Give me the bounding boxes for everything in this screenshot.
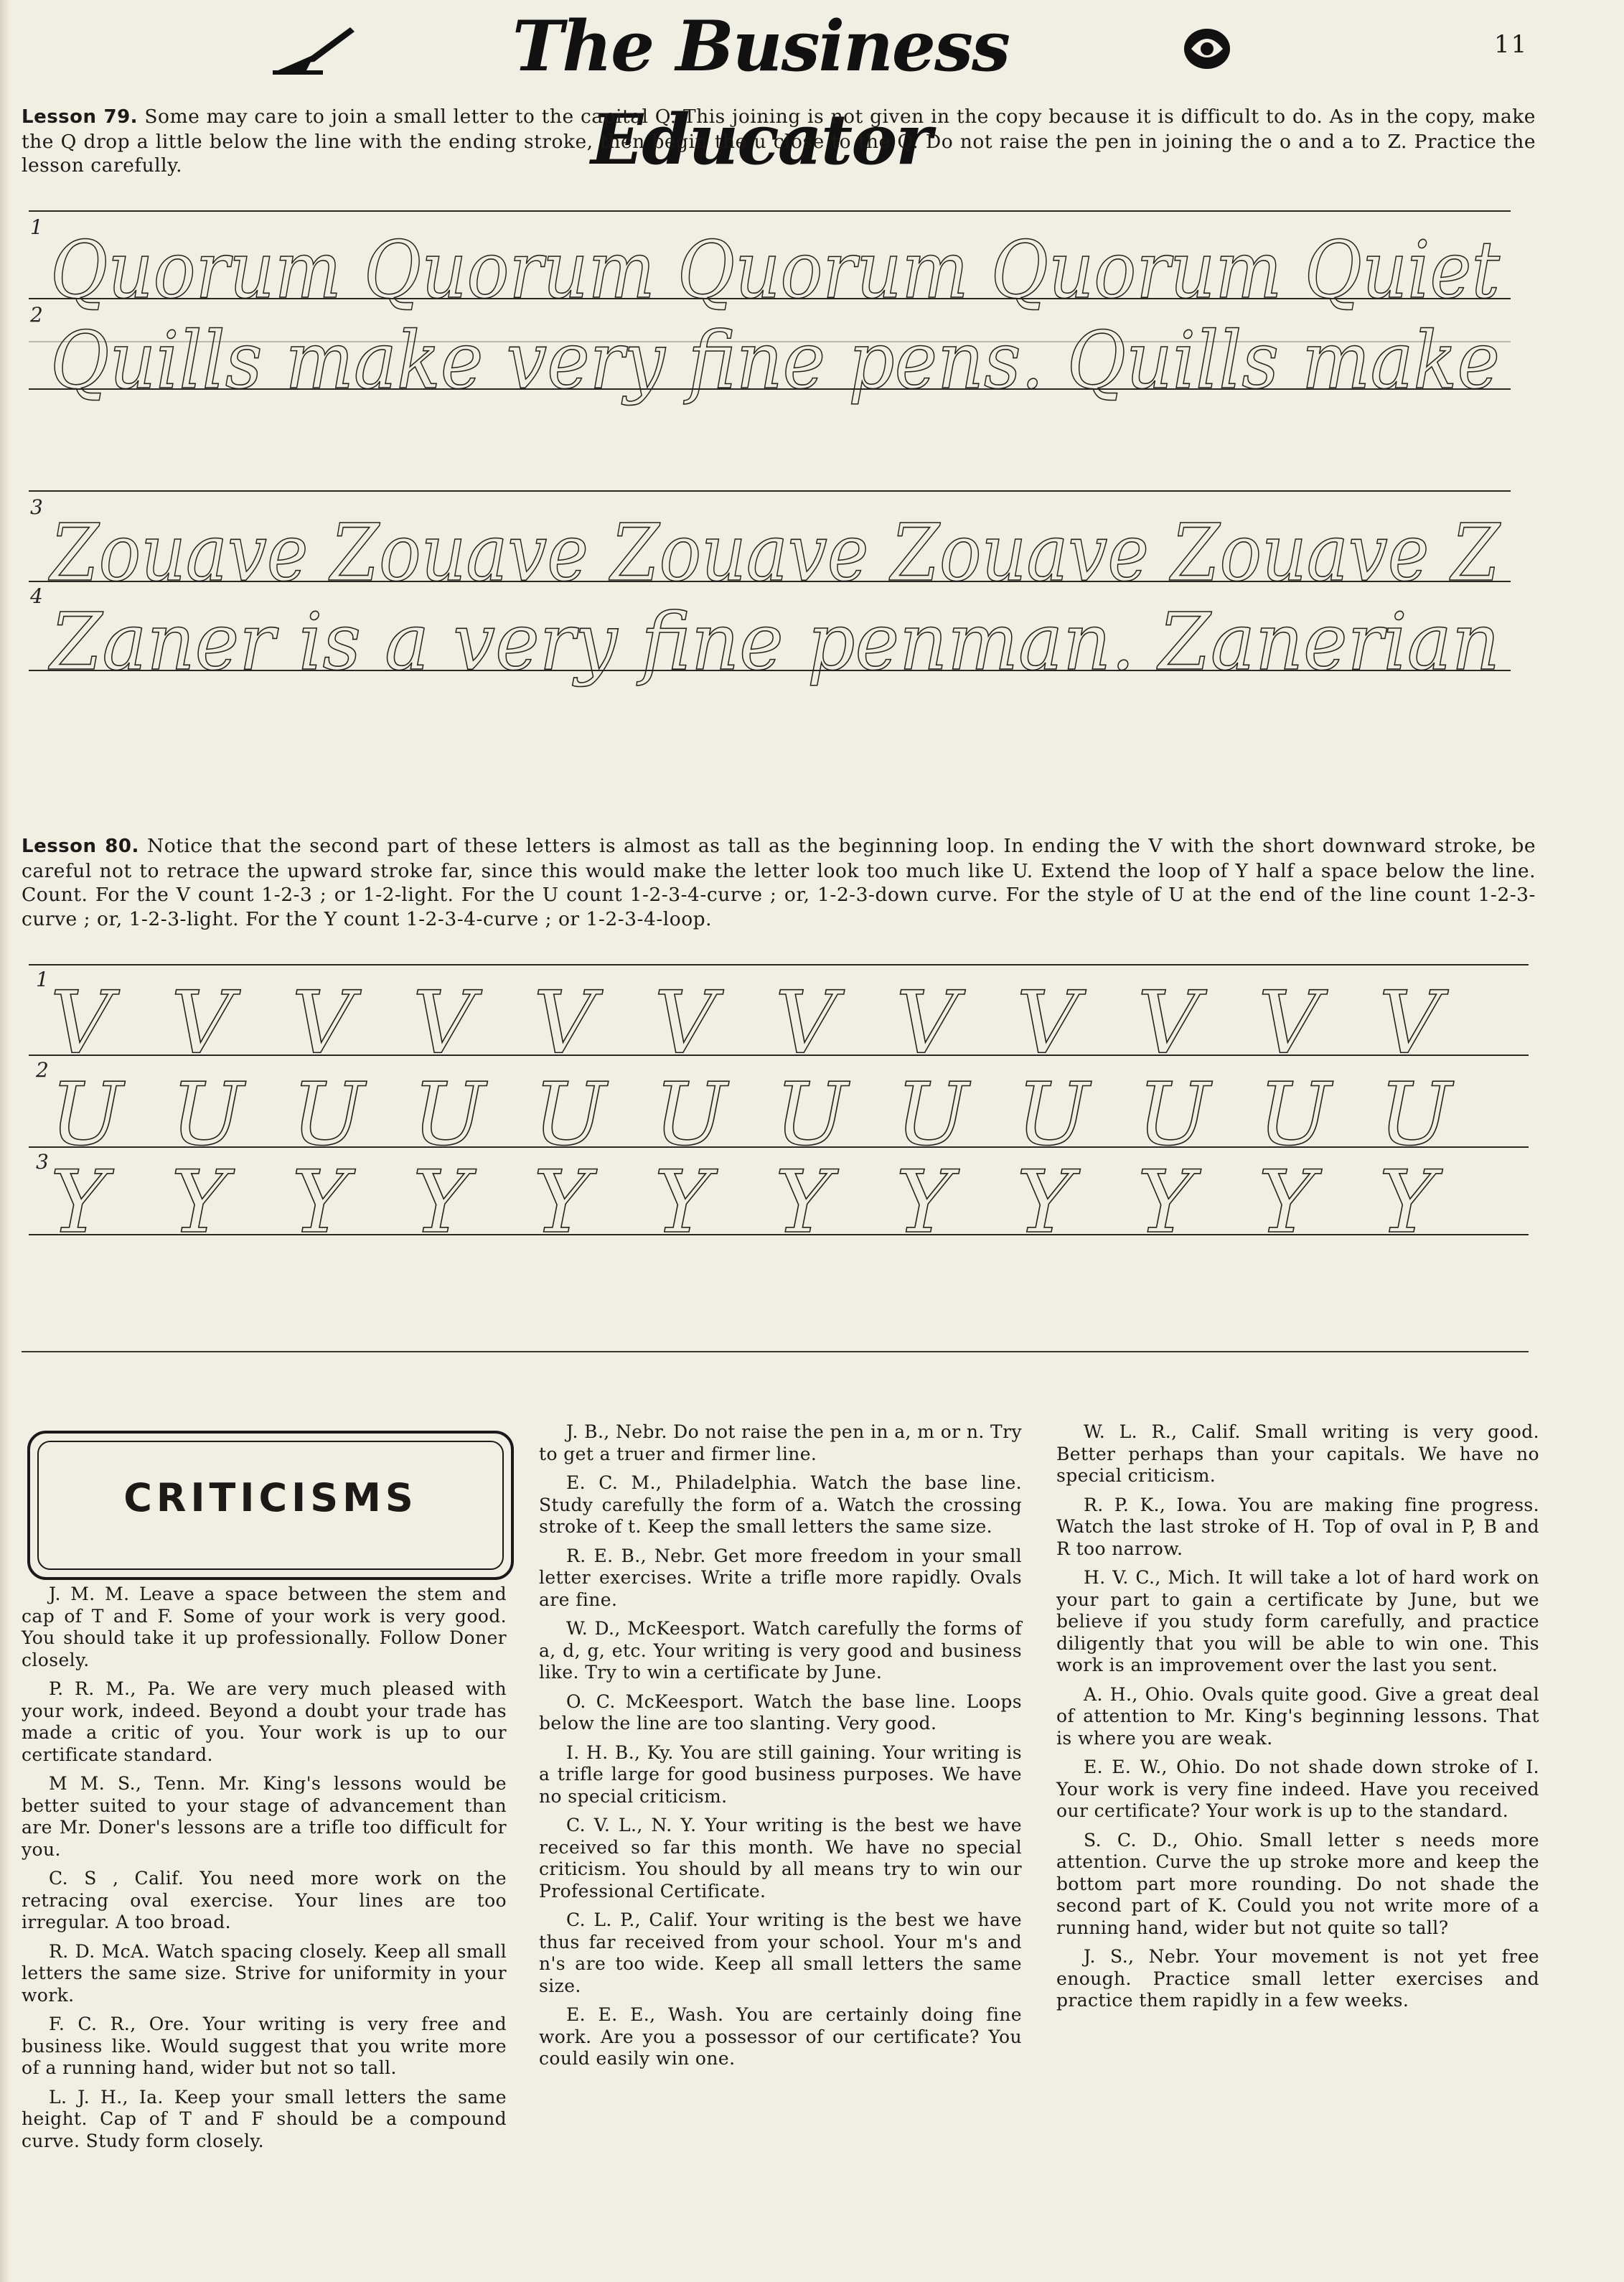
script-letter-v: V (413, 973, 475, 1073)
criticism-entry: A. H., Ohio. Ovals quite good. Give a great deal of attention to Mr. King's beginning lessons. That is where you are weak. (1056, 1683, 1539, 1749)
line-number: 3 (30, 495, 43, 519)
script-line-quorum: Quorum Quorum Quorum Quorum Quiet (50, 224, 1501, 316)
criticism-entry: E. E. E., Wash. You are certainly doing fine work. Are you a possessor of our certificate? You could easily win one. (539, 2004, 1022, 2069)
script-letter-v: V (654, 973, 717, 1073)
line-number: 2 (36, 1058, 49, 1082)
criticism-entry: C. L. P., Calif. Your writing is the best we have thus far received from your school. Your m's and n's are too wide. Keep all small letters the same size. (539, 1909, 1022, 1996)
line-number: 4 (30, 584, 43, 608)
script-letter-y: Y (1016, 1153, 1074, 1253)
plate-zouave-zaner (22, 488, 1529, 718)
script-letter-y: Y (291, 1153, 349, 1253)
criticism-entry: M M. S., Tenn. Mr. King's lessons would be better suited to your stage of advancement than are Mr. Doner's lessons are a trifle too difficult for you. (22, 1773, 507, 1860)
script-letter-u: U (1016, 1065, 1089, 1165)
script-letter-v: V (896, 973, 959, 1073)
page-number: 11 (1494, 30, 1529, 59)
lesson-80-paragraph (22, 834, 1536, 931)
criticism-entry: R. P. K., Iowa. You are making fine progress. Watch the last stroke of H. Top of oval in P, B and R too narrow. (1056, 1494, 1539, 1559)
criticism-entry: H. V. C., Mich. It will take a lot of hard work on your part to gain a certificate by June, but we believe if you study form carefully, and practice diligently that you will be able to win one. This work is an improvement over the last you sent. (1056, 1567, 1539, 1675)
lesson-79-body: Some may care to join a small letter to the capital Q. This joining is not given in the copy because it is difficult to do. As in the copy, make the Q drop a little below the line with the ending stroke, then begin the u close to the Q. Do not raise the pen in joining the o and a to Z. Practice the lesson carefully. (22, 106, 1536, 177)
script-letter-y: Y (171, 1153, 228, 1253)
script-line-zaner: Zaner is a very fine penman. Zanerian (48, 596, 1501, 688)
script-letter-u: U (775, 1065, 848, 1165)
criticism-entry: F. C. R., Ore. Your writing is very free and business like. Would suggest that you write more of a running hand, wider but not so tall. (22, 2014, 507, 2078)
criticisms-title: CRITICISMS (123, 1475, 418, 1520)
line-number: 2 (30, 303, 43, 327)
lesson-80-heading: Lesson 80. (22, 836, 139, 857)
script-letter-u: U (896, 1065, 969, 1165)
script-letter-y: Y (50, 1153, 108, 1253)
criticism-entry: C. S , Calif. You need more work on the retracing oval exercise. Your lines are too irregular. A too broad. (22, 1868, 507, 1932)
masthead-title: The Business Educator (512, 6, 1010, 180)
section-divider (22, 1351, 1529, 1352)
criticisms-title-box (27, 1431, 514, 1580)
line-number: 1 (36, 968, 49, 991)
line-number: 1 (30, 215, 43, 239)
script-letter-y: Y (1258, 1153, 1315, 1253)
script-letter-u: U (1258, 1065, 1331, 1165)
criticism-entry: J. S., Nebr. Your movement is not yet free enough. Practice small letter exercises and practice them rapidly in a few weeks. (1056, 1946, 1539, 2011)
script-letter-u: U (654, 1065, 727, 1165)
criticisms-column-2 (539, 1421, 1022, 2077)
criticism-entry: E. E. W., Ohio. Do not shade down stroke of I. Your work is very fine indeed. Have you received our certificate? Your work is up to the standard. (1056, 1757, 1539, 1821)
criticisms-column-3 (1056, 1421, 1539, 2019)
script-letter-v: V (775, 973, 837, 1073)
criticism-entry: C. V. L., N. Y. Your writing is the best we have received so far this month. We have no special criticism. You should by all means try to win our Professional Certificate. (539, 1815, 1022, 1902)
criticism-entry: J. M. M. Leave a space between the stem and cap of T and F. Some of your work is very good. You should take it up professionally. Follow Doner closely. (22, 1584, 507, 1670)
script-line-zouave: Zouave Zouave Zouave Zouave Zouave Z (48, 507, 1501, 599)
script-letter-y: Y (654, 1153, 711, 1253)
script-letter-y: Y (775, 1153, 832, 1253)
lesson-80-body: Notice that the second part of these letters is almost as tall as the beginning loop. In ending the V with the short downward stroke, be careful not to retrace the upward stroke far, since this would make the letter look too much like U. Extend the loop of Y half a space below the line. Count. For the V count 1-2-3 ; or 1-2-light. For the U count 1-2-3-4-curve ; or, 1-2-3-down curve. For the style of U at the end of the line count 1-2-3-curve ; or, 1-2-3-light. For the Y count 1-2-3-4-curve ; or 1-2-3-4-loop. (22, 835, 1536, 930)
script-letter-v: V (291, 973, 355, 1073)
criticisms-column-1 (22, 1584, 507, 2159)
script-letter-v: V (50, 973, 113, 1073)
script-letter-v: V (1137, 973, 1200, 1073)
criticism-entry: O. C. McKeesport. Watch the base line. Loops below the line are too slanting. Very good. (539, 1691, 1022, 1734)
script-letter-y: Y (896, 1153, 953, 1253)
criticism-entry: I. H. B., Ky. You are still gaining. Your writing is a trifle large for good business purposes. We have no special criticism. (539, 1741, 1022, 1807)
emblem-icon (1178, 23, 1236, 73)
lesson-79-heading: Lesson 79. (22, 106, 139, 128)
script-letter-y: Y (413, 1153, 470, 1253)
script-letter-y: Y (1379, 1153, 1436, 1253)
lesson-79-paragraph (22, 105, 1536, 178)
script-letter-u: U (291, 1065, 365, 1165)
script-letter-u: U (50, 1065, 123, 1165)
criticism-entry: J. B., Nebr. Do not raise the pen in a, m or n. Try to get a truer and firmer line. (539, 1421, 1022, 1464)
criticism-entry: R. D. McA. Watch spacing closely. Keep all small letters the same size. Strive for uniformity in your work. (22, 1940, 507, 2006)
plate-quorum-quills (22, 205, 1529, 449)
criticism-entry: W. L. R., Calif. Small writing is very good. Better perhaps than your capitals. We have no special criticism. (1056, 1421, 1539, 1486)
plate-capital-v-u-y (22, 962, 1529, 1263)
script-letter-u: U (533, 1065, 606, 1165)
script-letter-u: U (1379, 1065, 1452, 1165)
criticism-entry: R. E. B., Nebr. Get more freedom in your small letter exercises. Write a trifle more rapidly. Ovals are fine. (539, 1545, 1022, 1610)
criticism-entry: L. J. H., Ia. Keep your small letters the same height. Cap of T and F should be a compound curve. Study form closely. (22, 2086, 507, 2151)
criticism-entry: E. C. M., Philadelphia. Watch the base line. Study carefully the form of a. Watch the crossing stroke of t. Keep the small letters the same size. (539, 1472, 1022, 1537)
script-letter-v: V (1258, 973, 1321, 1073)
script-letter-y: Y (1137, 1153, 1195, 1253)
script-letter-y: Y (533, 1153, 591, 1253)
criticism-entry: P. R. M., Pa. We are very much pleased with your work, indeed. Beyond a doubt your trade has made a critic of you. Your work is up to our certificate standard. (22, 1678, 507, 1765)
script-letter-v: V (1016, 973, 1079, 1073)
criticism-entry: W. D., McKeesport. Watch carefully the forms of a, d, g, etc. Your writing is very good and business like. Try to win a certificate by June. (539, 1618, 1022, 1683)
script-letter-v: V (171, 973, 234, 1073)
script-letter-u: U (413, 1065, 486, 1165)
page-gutter-shadow (0, 0, 10, 2282)
script-letter-v: V (1379, 973, 1442, 1073)
criticism-entry: S. C. D., Ohio. Small letter s needs more attention. Curve the up stroke more and keep the bottom part more rounding. Do not shade the second part of K. Could you not write more of a running hand, wider but not quite so tall? (1056, 1829, 1539, 1938)
script-letter-v: V (533, 973, 596, 1073)
script-line-quills: Quills make very fine pens. Quills make (50, 314, 1500, 406)
script-letter-u: U (171, 1065, 244, 1165)
line-number: 3 (36, 1150, 49, 1174)
quill-hand-icon (271, 20, 357, 78)
script-letter-u: U (1137, 1065, 1211, 1165)
